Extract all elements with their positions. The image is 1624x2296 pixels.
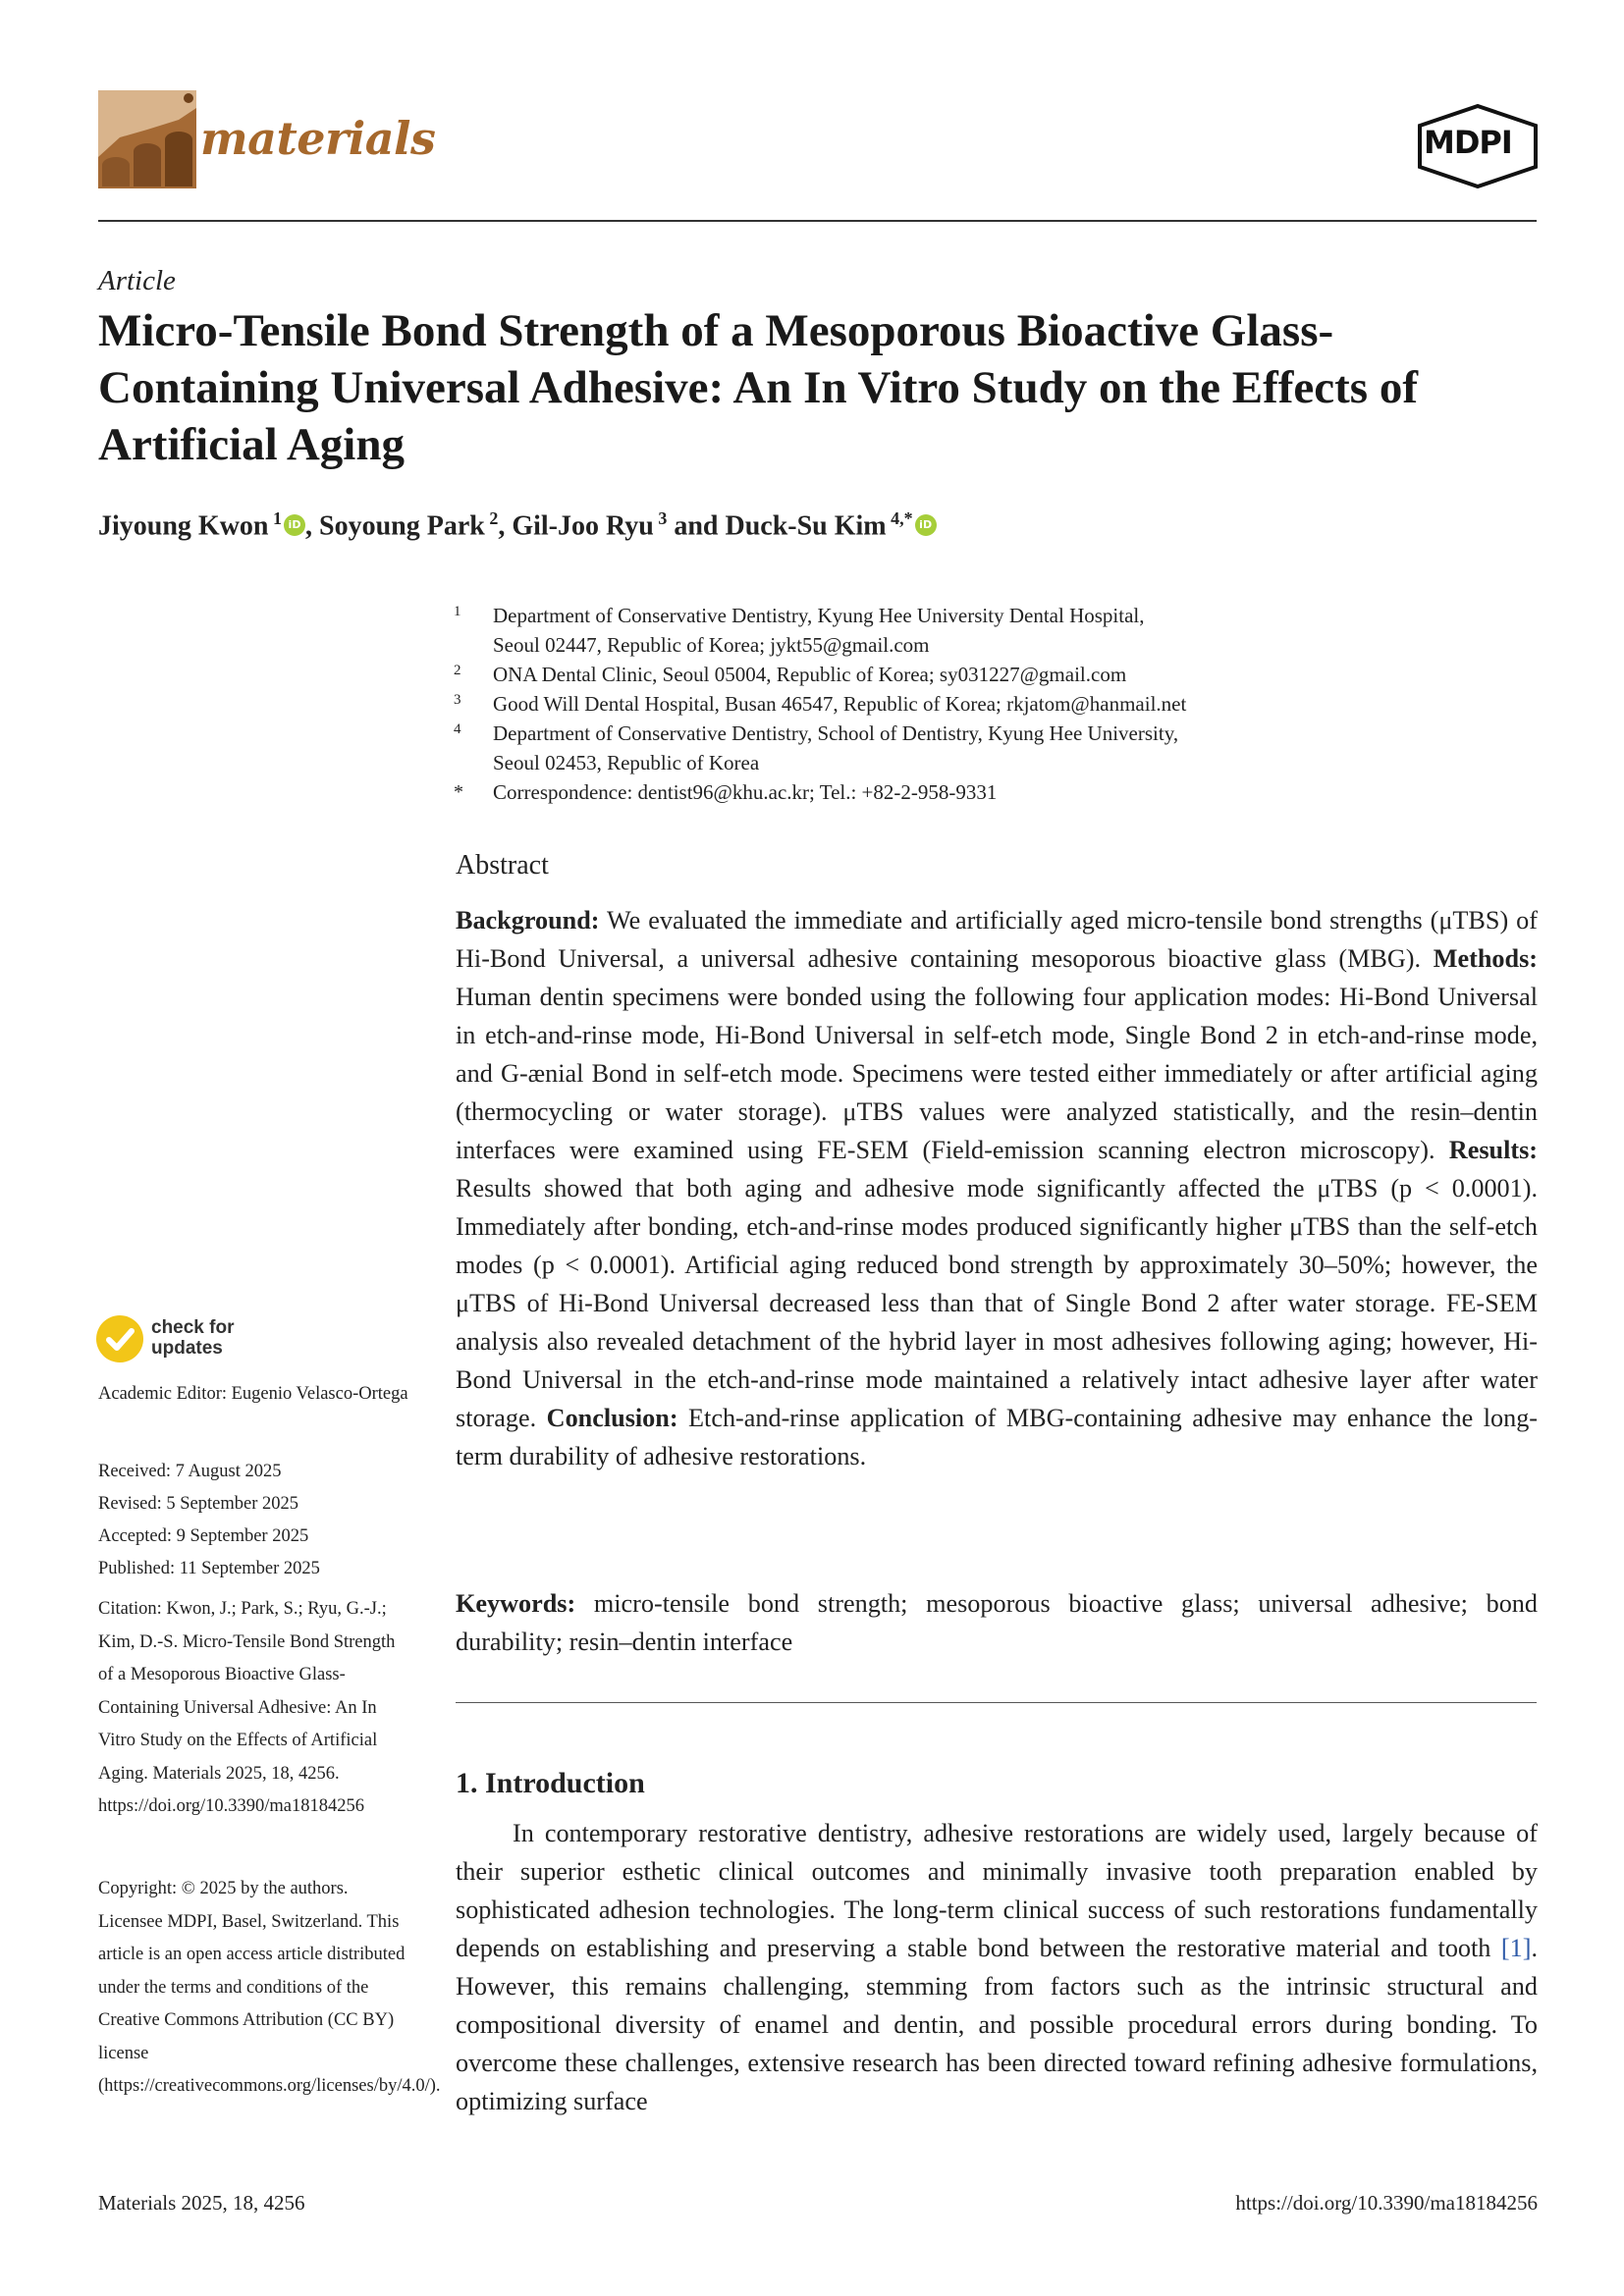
author-affil-mark: 2 bbox=[484, 508, 499, 528]
section-divider bbox=[456, 1702, 1537, 1703]
affiliation-mark: 2 bbox=[454, 663, 461, 678]
affiliation-line: Good Will Dental Hospital, Busan 46547, Republic of Korea; rkjatom@hanmail.net bbox=[493, 692, 1187, 716]
author-name: Soyoung Park bbox=[319, 510, 485, 542]
author-separator: , bbox=[498, 510, 513, 542]
publication-dates bbox=[98, 1456, 412, 1585]
academic-editor: Academic Editor: Eugenio Velasco-Ortega bbox=[98, 1384, 408, 1404]
affiliation-line: ONA Dental Clinic, Seoul 05004, Republic of Korea; sy031227@gmail.com bbox=[493, 663, 1127, 686]
abstract-label: Methods: bbox=[1433, 944, 1538, 973]
introduction-paragraph bbox=[456, 1814, 1538, 2120]
check-for-updates-label bbox=[151, 1317, 234, 1359]
check-for-updates-button[interactable] bbox=[96, 1315, 263, 1364]
affiliation-line: Department of Conservative Dentistry, School of Dentistry, Kyung Hee University, bbox=[493, 721, 1179, 745]
date-received: Received: 7 August 2025 bbox=[98, 1462, 282, 1481]
author-affil-mark: 4,* bbox=[886, 508, 913, 528]
author-name: Jiyoung Kwon bbox=[98, 510, 269, 542]
orcid-icon[interactable]: iD bbox=[284, 514, 305, 536]
introduction-heading: 1. Introduction bbox=[456, 1767, 645, 1799]
keywords-text: micro-tensile bond strength; mesoporous bioactive glass; universal adhesive; bond durability; resin–dentin interface bbox=[456, 1589, 1538, 1656]
keywords bbox=[456, 1584, 1538, 1661]
mdpi-logo[interactable] bbox=[1416, 104, 1540, 188]
check-label-line1: check for bbox=[151, 1317, 235, 1338]
abstract-text: We evaluated the immediate and artificially aged micro-tensile bond strengths (μTBS) of Hi-Bond Universal, a universal adhesive containing mesoporous bioactive glass (MBG). bbox=[456, 906, 1538, 973]
affiliation-mark: 1 bbox=[454, 604, 461, 619]
citation-block: Citation: Kwon, J.; Park, S.; Ryu, G.-J.; Kim, D.-S. Micro-Tensile Bond Strength of a Mesoporous Bioactive Glass-Containing Universal Adhesive: An In Vitro Study on the Effects of Artificial Aging. Materials 2025, 18, 4256. https://doi.org/10.3390/ma18184256 bbox=[98, 1599, 396, 1816]
orcid-icon[interactable]: iD bbox=[915, 514, 937, 536]
abstract-heading: Abstract bbox=[456, 850, 549, 881]
introduction-text: . However, this remains challenging, stemming from factors such as the intrinsic structural and compositional diversity of enamel and dentin, and possible procedural errors during bonding. To overcome these challenges, extensive research has been directed toward refining adhesive formulations, optimizing surface bbox=[456, 1934, 1538, 2115]
abstract-label: Background: bbox=[456, 906, 600, 934]
check-label-line2: updates bbox=[151, 1338, 223, 1359]
date-revised: Revised: 5 September 2025 bbox=[98, 1494, 298, 1514]
affiliations bbox=[454, 601, 1534, 807]
footer-journal-ref: Materials 2025, 18, 4256 bbox=[98, 2191, 305, 2215]
introduction-body bbox=[456, 1814, 1538, 2120]
affiliation-mark: 4 bbox=[454, 721, 461, 737]
author-name: Gil-Joo Ryu bbox=[512, 510, 654, 542]
affiliation-line: Department of Conservative Dentistry, Kyung Hee University Dental Hospital, bbox=[493, 604, 1145, 627]
abstract-text: Human dentin specimens were bonded using the following four application modes: Hi-Bond Universal in etch-and-rinse mode, Hi-Bond Universal in self-etch mode, Single Bond 2 in etch-and-rinse mode, and G-ænial Bond in self-etch mode. Specimens were tested either immediately or after artificial aging (thermocycling or water storage). μTBS values were analyzed statistically, and the resin–dentin interfaces were examined using FE-SEM (Field-emission scanning electron microscopy). bbox=[456, 983, 1538, 1164]
abstract-body bbox=[456, 901, 1538, 1475]
journal-logo[interactable] bbox=[98, 90, 436, 188]
header-divider bbox=[98, 220, 1537, 222]
abstract-label: Conclusion: bbox=[546, 1404, 678, 1432]
abstract-text: Etch-and-rinse application of MBG-containing adhesive may enhance the long-term durability of adhesive restorations. bbox=[456, 1404, 1539, 1470]
footer-doi-link[interactable]: https://doi.org/10.3390/ma18184256 bbox=[1235, 2191, 1538, 2215]
publisher-name: MDPI bbox=[1424, 124, 1512, 161]
author-affil-mark: 3 bbox=[653, 508, 668, 528]
introduction-text: In contemporary restorative dentistry, adhesive restorations are widely used, largely because of their superior esthetic clinical outcomes and minimally invasive tooth preparation enabled by sophisticated adhesion technologies. The long-term clinical success of such restorations fundamentally depends on establishing and preserving a stable bond between the restorative material and tooth bbox=[456, 1819, 1538, 1962]
affiliation-mark: 3 bbox=[454, 692, 461, 708]
author-affil-mark: 1 bbox=[268, 508, 282, 528]
check-badge-circle bbox=[96, 1315, 143, 1362]
article-title: Micro-Tensile Bond Strength of a Mesoporous Bioactive Glass-Containing Universal Adhesive: An In Vitro Study on the Effects of Artificial Aging bbox=[98, 305, 1418, 470]
affiliation-item bbox=[454, 719, 1534, 777]
author-list bbox=[98, 508, 1473, 542]
date-published: Published: 11 September 2025 bbox=[98, 1559, 320, 1578]
affiliation-item bbox=[454, 601, 1534, 660]
abstract-text: Results showed that both aging and adhesive mode significantly affected the μTBS (p < 0.0001). Immediately after bonding, etch-and-rinse modes produced significantly higher μTBS than the self-etch modes (p < 0.0001). Artificial aging reduced bond strength by approximately 30–50%; however, the μTBS of Hi-Bond Universal decreased less than that of Single Bond 2 after water storage. FE-SEM analysis also revealed detachment of the hybrid layer in most adhesives following aging; however, Hi-Bond Universal in the etch-and-rinse mode maintained a relatively intact adhesive layer after water storage. bbox=[456, 1174, 1538, 1432]
abstract-label: Results: bbox=[1448, 1136, 1538, 1164]
author-separator: and bbox=[667, 510, 726, 542]
affiliation-line: Seoul 02447, Republic of Korea; jykt55@gmail.com bbox=[493, 633, 930, 657]
article-type: Article bbox=[98, 265, 176, 296]
keywords-label: Keywords: bbox=[456, 1589, 576, 1618]
affiliation-line: Seoul 02453, Republic of Korea bbox=[493, 751, 760, 774]
affiliation-item bbox=[454, 689, 1534, 719]
author-name: Duck-Su Kim bbox=[725, 510, 887, 542]
checkmark-icon bbox=[96, 1315, 143, 1362]
affiliation-item bbox=[454, 660, 1534, 689]
author-separator: , bbox=[305, 510, 319, 542]
journal-logo-icon bbox=[98, 90, 196, 188]
date-accepted: Accepted: 9 September 2025 bbox=[98, 1526, 309, 1546]
journal-name: materials bbox=[200, 112, 436, 165]
affiliation-line: Correspondence: dentist96@khu.ac.kr; Tel.: +82-2-958-9331 bbox=[493, 780, 998, 804]
copyright-block: Copyright: © 2025 by the authors. Licensee MDPI, Basel, Switzerland. This article is an open access article distributed under the terms and conditions of the Creative Commons Attribution (CC BY) license (https://creativecommons.org/licenses/by/4.0/). bbox=[98, 1879, 441, 2096]
affiliation-mark: * bbox=[454, 781, 463, 803]
affiliation-item bbox=[454, 777, 1534, 807]
citation-link[interactable]: [1] bbox=[1500, 1934, 1532, 1962]
